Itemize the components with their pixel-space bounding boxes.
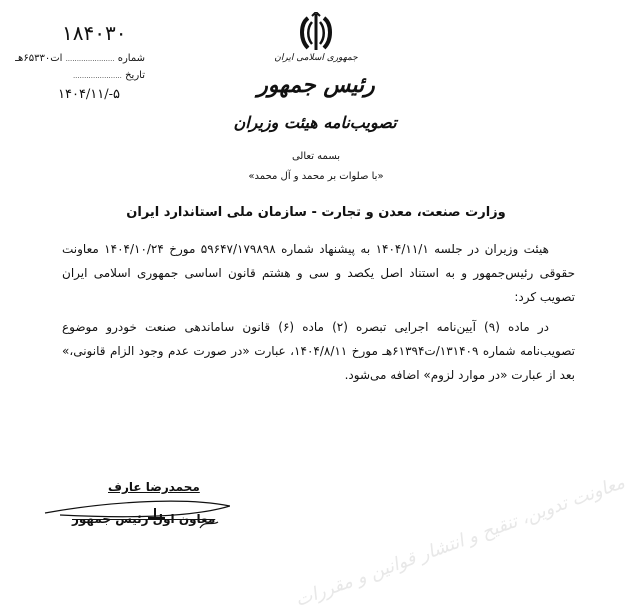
iran-emblem-icon bbox=[298, 12, 334, 52]
letterhead-office: رئیس جمهور bbox=[257, 72, 375, 98]
letterhead-document-type: تصویب‌نامه هیئت وزیران bbox=[233, 113, 397, 132]
basmala: بسمه تعالی bbox=[291, 151, 341, 162]
handwritten-number: ۱۸۴۰۳۰ bbox=[62, 21, 127, 45]
addressee: وزارت صنعت، معدن و تجارت - سازمان ملی استاندارد ایران bbox=[126, 205, 506, 220]
letterhead-country: جمهوری اسلامی ایران bbox=[274, 53, 358, 63]
date-row bbox=[73, 69, 145, 83]
signatory-name: محمدرضا عارف bbox=[108, 480, 200, 494]
number-value: ات۶۵۳۳۰هـ bbox=[15, 53, 63, 64]
body-paragraph-2: در ماده (۹) آیین‌نامه اجرایی تبصره (۲) ماده (۶) قانون ساماندهی صنعت خودرو موضوع تصویب‌نامه شماره ۱۳۱۴۰۹/ت۶۱۳۹۴هـ مورخ ۱۴۰۴/۸/۱۱، عبارت «در صورت عدم وجود الزام قانونی،» بعد از عبارت «در موارد لزوم» اضافه می‌شود. bbox=[62, 320, 575, 382]
number-row bbox=[15, 52, 145, 66]
date-value: ۱۴۰۴/۱۱/-۵ bbox=[58, 87, 121, 102]
number-label: شماره bbox=[117, 53, 145, 64]
watermark: معاونت تدوین، تنقیح و انتشار قوانین و مقررات bbox=[292, 471, 628, 612]
date-dots: ...................... bbox=[72, 72, 122, 80]
body bbox=[62, 237, 575, 387]
signatory-title: معاون اول رئیس جمهور bbox=[72, 512, 216, 526]
number-dots: ...................... bbox=[65, 55, 115, 63]
body-paragraph-1: هیئت وزیران در جلسه ۱۴۰۴/۱۱/۱ به پیشنهاد شماره ۵۹۶۴۷/۱۷۹۸۹۸ مورخ ۱۴۰۴/۱۰/۲۴ معاونت حقوقی رئیس‌جمهور و به استناد اصل یکصد و سی و هشتم قانون اساسی جمهوری اسلامی ایران تصویب کرد: bbox=[62, 242, 575, 304]
salawat: «با صلوات بر محمد و آل محمد» bbox=[248, 171, 384, 182]
date-label: تاریخ bbox=[125, 70, 145, 81]
